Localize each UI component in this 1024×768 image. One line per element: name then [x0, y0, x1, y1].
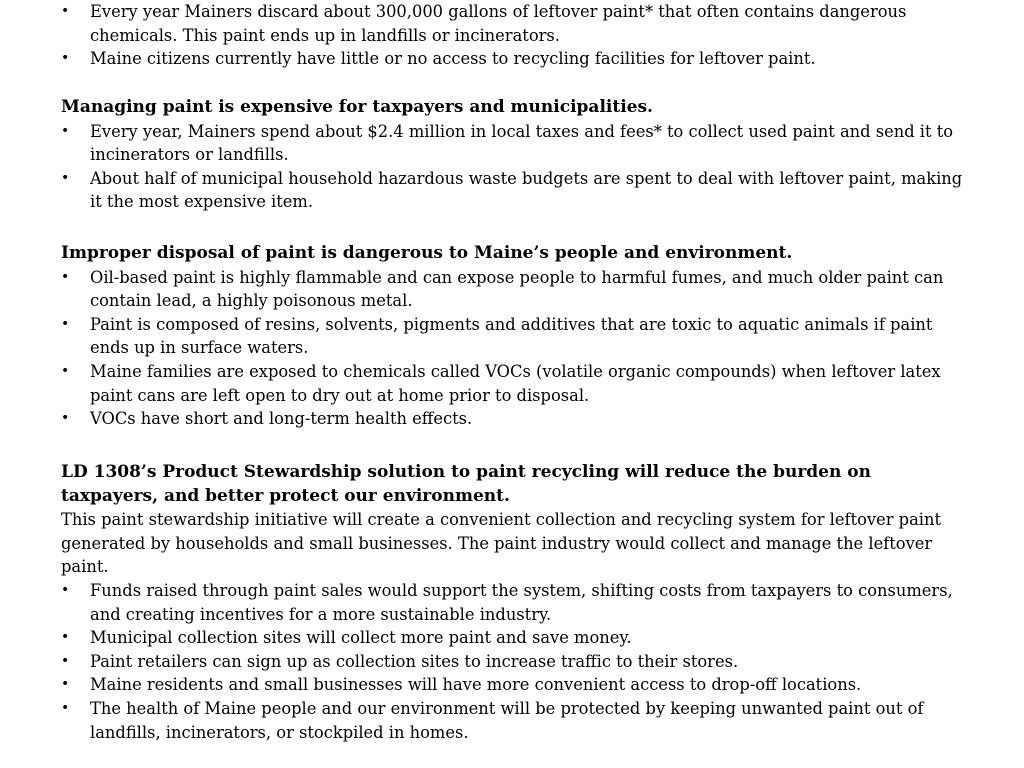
section-heading: Improper disposal of paint is dangerous to Maine’s people and environment.	[61, 243, 793, 263]
list-item: • Paint retailers can sign up as collection sites to increase traffic to their stores.	[61, 650, 966, 674]
list-item: • Maine residents and small businesses will have more convenient access to drop-off locations.	[61, 673, 966, 697]
list-item: • VOCs have short and long-term health effects.	[61, 407, 966, 431]
list-item: • Funds raised through paint sales would support the system, shifting costs from taxpayers to consumers, and creating incentives for a more sustainable industry.	[61, 580, 953, 624]
section-heading: LD 1308’s Product Stewardship solution to paint recycling will reduce the burden on taxpayers, and better protect our environment.	[61, 462, 871, 506]
bullet-icon: •	[61, 315, 70, 332]
section-waste-volume	[61, 0, 966, 71]
list-item: • Maine families are exposed to chemicals called VOCs (volatile organic compounds) when leftover latex paint cans are left open to dry out at home prior to disposal.	[61, 361, 941, 405]
list-item: • Municipal collection sites will collect more paint and save money.	[61, 626, 966, 650]
list-item: • About half of municipal household hazardous waste budgets are spent to deal with leftover paint, making it the most expensive item.	[61, 168, 963, 212]
section-heading: Managing paint is expensive for taxpayers and municipalities.	[61, 97, 653, 117]
section-stewardship	[61, 461, 966, 744]
list-item: • Paint is composed of resins, solvents, pigments and additives that are toxic to aquatic animals if paint ends up in surface waters.	[61, 314, 933, 358]
bullet-list	[61, 266, 966, 431]
section-intro: This paint stewardship initiative will create a convenient collection and recycling system for leftover paint generated by households and small businesses. The paint industry would collect and manage the leftover paint.	[61, 510, 942, 577]
bullet-icon: •	[61, 362, 70, 379]
list-item: • Oil-based paint is highly flammable and can expose people to harmful fumes, and much older paint can contain lead, a highly poisonous metal.	[61, 267, 944, 311]
bullet-icon: •	[61, 122, 70, 139]
bullet-icon: •	[61, 410, 70, 427]
bullet-icon: •	[61, 699, 70, 716]
bullet-list	[61, 579, 966, 744]
bullet-icon: •	[61, 3, 70, 19]
list-item: • The health of Maine people and our environment will be protected by keeping unwanted paint out of landfills, incinerators, or stockpiled in homes.	[61, 698, 924, 742]
bullet-icon: •	[61, 169, 70, 186]
section-cost	[61, 96, 966, 214]
bullet-list	[61, 0, 966, 71]
bullet-list	[61, 120, 966, 214]
bullet-icon: •	[61, 652, 70, 669]
bullet-icon: •	[61, 629, 70, 646]
bullet-icon: •	[61, 268, 70, 285]
bullet-icon: •	[61, 50, 70, 67]
list-item: • Every year, Mainers spend about $2.4 million in local taxes and fees* to collect used paint and send it to incinerators or landfills.	[61, 121, 954, 165]
bullet-icon: •	[61, 676, 70, 693]
bullet-icon: •	[61, 581, 70, 598]
list-item: • Maine citizens currently have little or no access to recycling facilities for leftover paint.	[61, 47, 966, 71]
list-item: • Every year Mainers discard about 300,000 gallons of leftover paint* that often contains dangerous chemicals. This paint ends up in landfills or incinerators.	[61, 2, 907, 45]
section-danger	[61, 242, 966, 431]
